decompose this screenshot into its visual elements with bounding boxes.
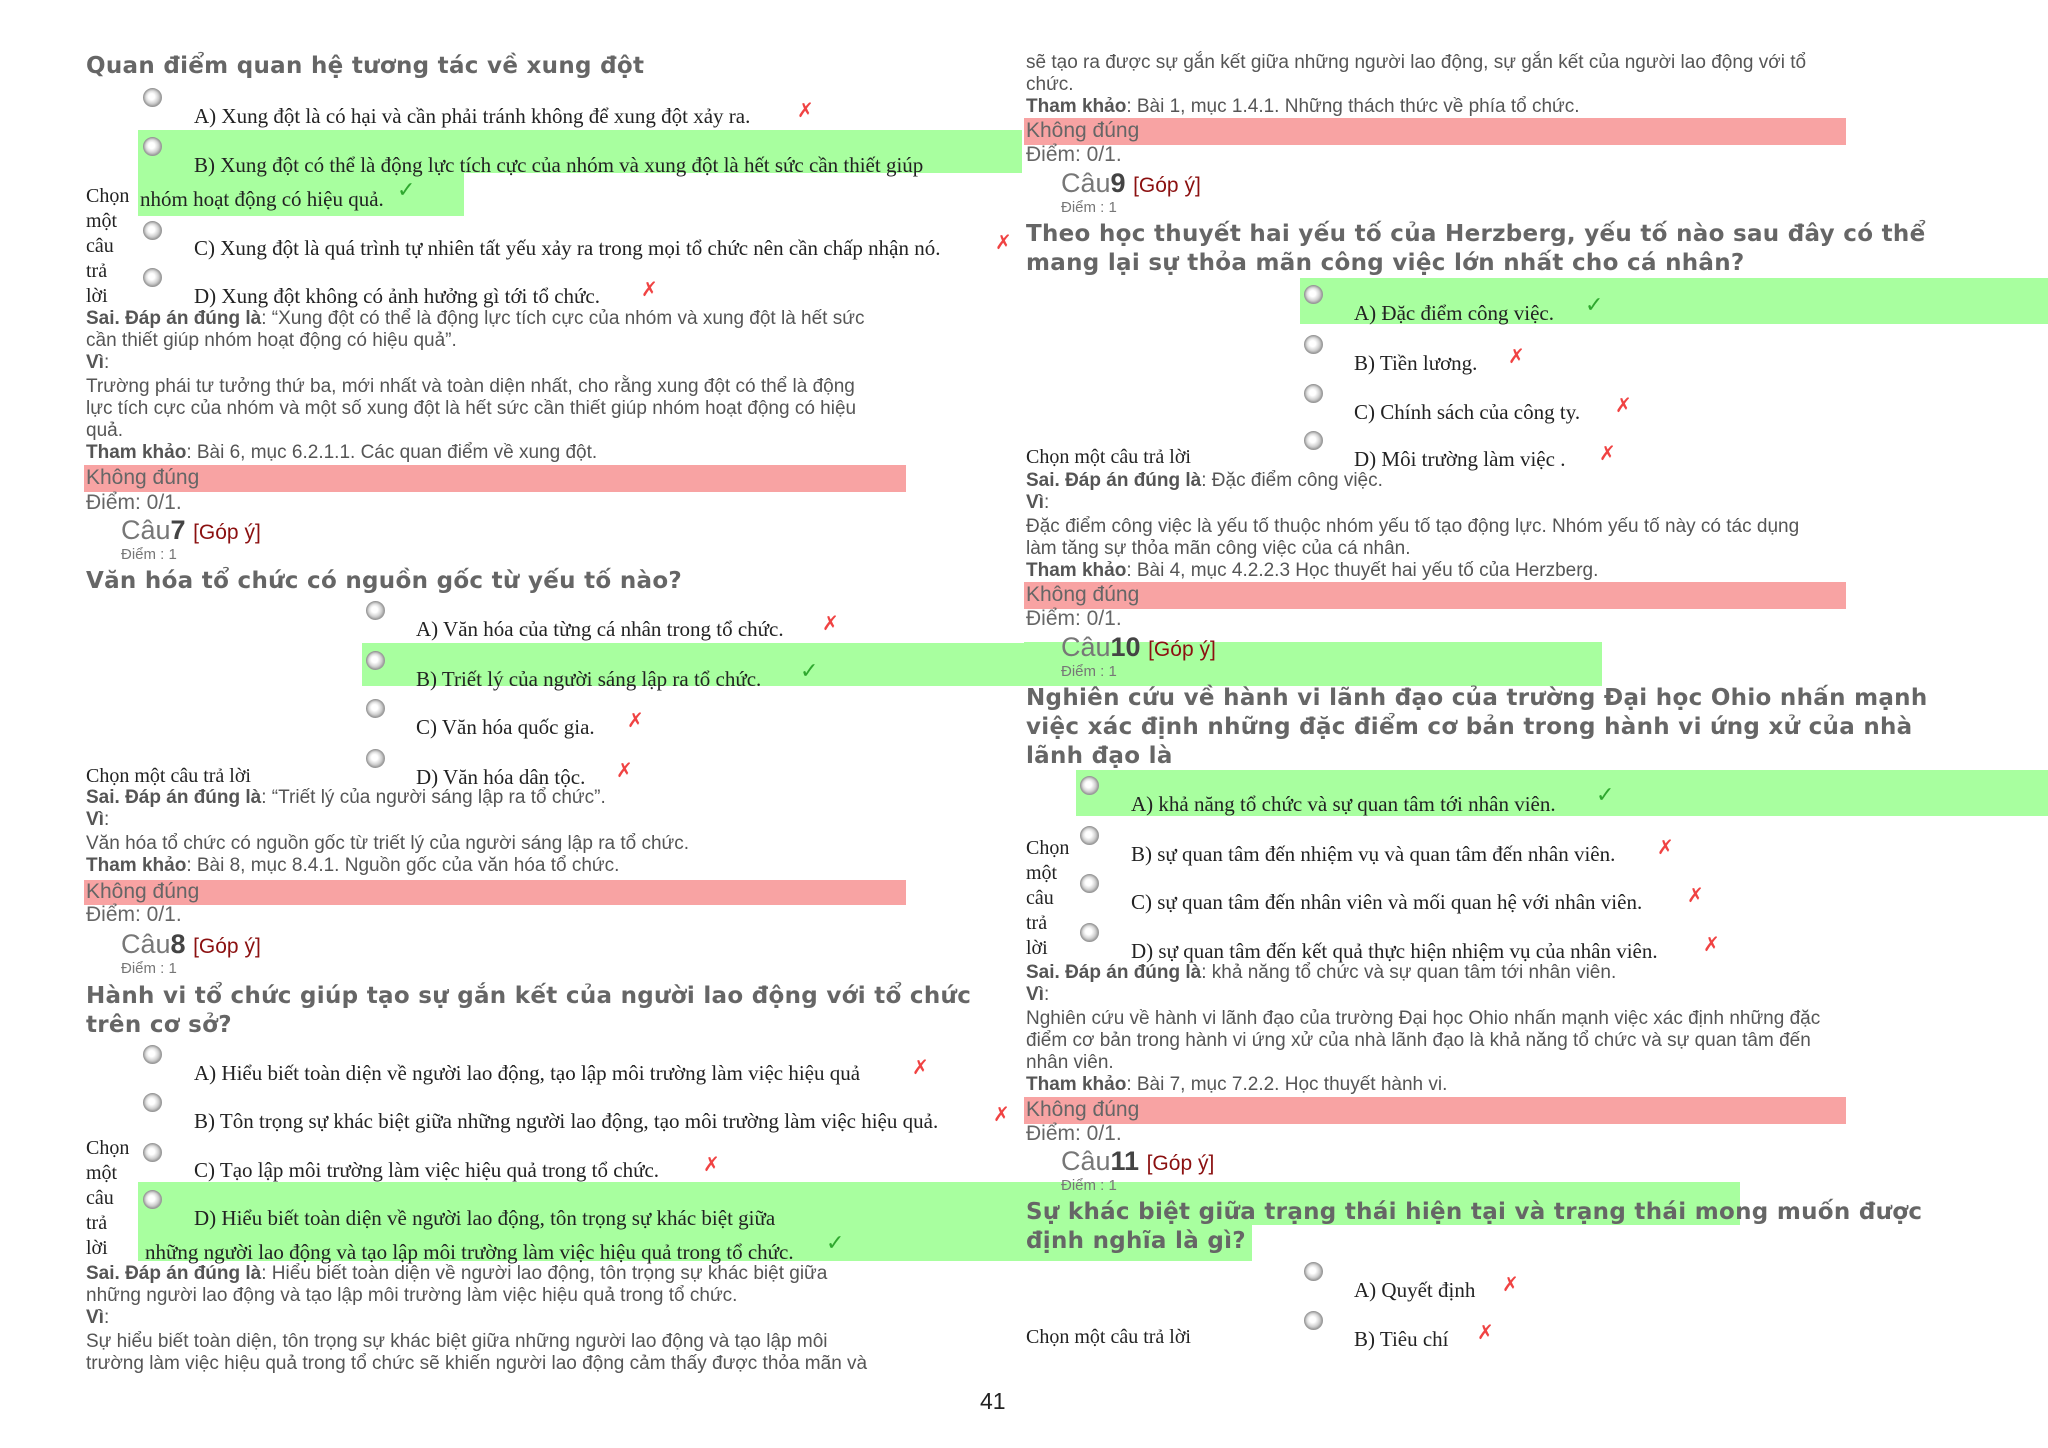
q6-option-c-radio[interactable] xyxy=(143,221,162,240)
wrong-mark-icon: ✗ xyxy=(797,98,814,122)
q10-status-bar xyxy=(1024,1097,1846,1124)
q7-option-b-radio[interactable] xyxy=(366,651,385,670)
q10-feedback: Sai. Đáp án đúng là: khả năng tổ chức và sự quan tâm tới nhân viên. Vì: Nghiên cứu về hành vi lãnh đạo của trường Đại học Ohio nhấn mạnh việc xác định những đặc điểm cơ bản trong hành vi ứng xử của nhà lãnh đạo là khả năng tổ chức và sự quan tâm đến nhân viên. Tham khảo: Bài 7, mục 7.2.2. Học thuyết hành vi. xyxy=(1026,962,1821,1095)
q8-option-b-radio[interactable] xyxy=(143,1093,162,1112)
q10-option-d-label: D) sự quan tâm đến kết quả thực hiện nhiệm vụ của nhân viên. xyxy=(1131,939,1658,963)
q11-points: Điểm : 1 xyxy=(1061,1177,1117,1194)
q8-option-d-label-line2: những người lao động và tạo lập môi trường làm việc hiệu quả trong tổ chức. xyxy=(145,1240,794,1264)
wrong-mark-icon: ✗ xyxy=(641,277,658,301)
q7-option-b-label: B) Triết lý của người sáng lập ra tổ chức. xyxy=(416,667,762,691)
q10-score: Điểm: 0/1. xyxy=(1026,1122,1122,1145)
q6-status-bar xyxy=(84,465,906,492)
q6-option-a-label: A) Xung đột là có hại và cần phải tránh không để xung đột xảy ra. xyxy=(194,104,751,128)
q7-score: Điểm: 0/1. xyxy=(86,903,182,926)
q9-status: Không đúng xyxy=(1026,583,1140,606)
wrong-mark-icon: ✗ xyxy=(627,708,644,732)
q8-feedback-link[interactable]: [Góp ý] xyxy=(193,935,261,958)
q9-option-c-radio[interactable] xyxy=(1304,384,1323,403)
question-8-number: Câu8 [Góp ý] xyxy=(121,929,261,959)
q7-feedback: Sai. Đáp án đúng là: “Triết lý của người sáng lập ra tổ chức”. Vì: Văn hóa tổ chức có nguồn gốc từ triết lý của người sáng lập ra tổ chức. Tham khảo: Bài 8, mục 8.4.1. Nguồn gốc của văn hóa tổ chức. xyxy=(86,787,690,876)
wrong-mark-icon: ✗ xyxy=(993,1102,1010,1126)
q7-option-c-label: C) Văn hóa quốc gia. xyxy=(416,715,595,739)
wrong-mark-icon: ✗ xyxy=(1657,835,1674,859)
question-7-title: Văn hóa tổ chức có nguồn gốc từ yếu tố nào? xyxy=(86,568,683,594)
wrong-mark-icon: ✗ xyxy=(1502,1272,1519,1296)
q6-option-a-radio[interactable] xyxy=(143,88,162,107)
q8-feedback: Sai. Đáp án đúng là: Hiểu biết toàn diện về người lao động, tôn trọng sự khác biệt giữa những người lao động và tạo lập môi trường làm việc hiệu quả trong tổ chức. Vì: Sự hiểu biết toàn diện, tôn trọng sự khác biệt giữa những người lao động và tạo lập môi trường làm việc hiệu quả trong tổ chức sẽ khiến người lao động cảm thấy được thỏa mãn và xyxy=(86,1263,868,1374)
question-9-title: Theo học thuyết hai yếu tố của Herzberg, yếu tố nào sau đây có thể mang lại sự thỏa mãn công việc lớn nhất cho cá nhân? xyxy=(1026,221,1926,276)
question-11-number: Câu11 [Góp ý] xyxy=(1061,1146,1215,1176)
q8-status-bar xyxy=(1024,118,1846,145)
q9-feedback: Sai. Đáp án đúng là: Đặc điểm công việc. Vì: Đặc điểm công việc là yếu tố thuộc nhóm yếu tố tạo động lực. Nhóm yếu tố này có tác dụng làm tăng sự thỏa mãn công việc của cá nhân. Tham khảo: Bài 4, mục 4.2.2.3 Học thuyết hai yếu tố của Herzberg. xyxy=(1026,470,1800,581)
q8-option-b-label: B) Tôn trọng sự khác biệt giữa những người lao động, tạo môi trường làm việc hiệu quả. xyxy=(194,1109,939,1133)
wrong-mark-icon: ✗ xyxy=(703,1152,720,1176)
q9-choose-answer-label: Chọn một câu trả lời xyxy=(1026,446,1191,468)
q10-option-c-label: C) sự quan tâm đến nhân viên và mối quan hệ với nhân viên. xyxy=(1131,890,1643,914)
q9-points: Điểm : 1 xyxy=(1061,199,1117,216)
correct-mark-icon: ✓ xyxy=(397,178,416,203)
q11-feedback-link[interactable]: [Góp ý] xyxy=(1146,1152,1215,1175)
q6-feedback: Sai. Đáp án đúng là: “Xung đột có thể là động lực tích cực của nhóm và xung đột là hết sức cần thiết giúp nhóm hoạt động có hiệu quả”. Vì: Trường phái tư tưởng thứ ba, mới nhất và toàn diện nhất, cho rằng xung đột có thể là động lực tích cực của nhóm và một số xung đột là hết sức cần thiết giúp nhóm hoạt động có hiệu quả. Tham khảo: Bài 6, mục 6.2.1.1. Các quan điểm về xung đột. xyxy=(86,308,865,463)
q11-option-b-label: B) Tiêu chí xyxy=(1354,1327,1449,1351)
q7-points: Điểm : 1 xyxy=(121,546,177,563)
q10-option-c-radio[interactable] xyxy=(1080,874,1099,893)
q10-points: Điểm : 1 xyxy=(1061,663,1117,680)
q8-feedback-continued: sẽ tạo ra được sự gắn kết giữa những người lao động, sự gắn kết của người lao động với tổ chức. Tham khảo: Bài 1, mục 1.4.1. Những thách thức về phía tổ chức. xyxy=(1026,52,1807,117)
q8-score: Điểm: 0/1. xyxy=(1026,143,1122,166)
q10-option-b-label: B) sự quan tâm đến nhiệm vụ và quan tâm đến nhân viên. xyxy=(1131,842,1616,866)
q11-option-b-radio[interactable] xyxy=(1304,1311,1323,1330)
q9-option-a-label: A) Đặc điểm công việc. xyxy=(1354,301,1555,325)
q7-option-c-radio[interactable] xyxy=(366,699,385,718)
q6-option-b-label-line2: nhóm hoạt động có hiệu quả. xyxy=(140,187,384,211)
q11-option-a-radio[interactable] xyxy=(1304,1262,1323,1281)
q6-option-c-label: C) Xung đột là quá trình tự nhiên tất yếu xảy ra trong mọi tổ chức nên cần chấp nhận nó. xyxy=(194,236,941,260)
q6-option-b-label: B) Xung đột có thể là động lực tích cực của nhóm và xung đột là hết sức cần thiết giúp xyxy=(194,153,924,177)
wrong-mark-icon: ✗ xyxy=(1703,932,1720,956)
q7-status: Không đúng xyxy=(86,880,200,903)
q8-option-d-radio[interactable] xyxy=(143,1190,162,1209)
q8-choose-answer-label: Chọn một câu trả lời xyxy=(86,1137,130,1259)
q10-choose-answer-label: Chọn một câu trả lời xyxy=(1026,837,1070,959)
question-11-title: Sự khác biệt giữa trạng thái hiện tại và trạng thái mong muốn được định nghĩa là gì? xyxy=(1026,1199,1923,1254)
q9-feedback-link[interactable]: [Góp ý] xyxy=(1133,174,1201,197)
question-6-title: Quan điểm quan hệ tương tác về xung đột xyxy=(86,53,645,79)
q9-option-d-radio[interactable] xyxy=(1304,431,1323,450)
page-number: 41 xyxy=(980,1388,1006,1414)
q7-option-d-radio[interactable] xyxy=(366,749,385,768)
q7-choose-answer-label: Chọn một câu trả lời xyxy=(86,765,251,787)
question-8-title: Hành vi tổ chức giúp tạo sự gắn kết của người lao động với tổ chức trên cơ sở? xyxy=(86,983,972,1038)
q6-option-b-radio[interactable] xyxy=(143,137,162,156)
q8-points: Điểm : 1 xyxy=(121,960,177,977)
q10-option-d-radio[interactable] xyxy=(1080,923,1099,942)
q7-status-bar xyxy=(84,880,906,905)
q10-option-a-label: A) khả năng tổ chức và sự quan tâm tới nhân viên. xyxy=(1131,792,1556,816)
wrong-mark-icon: ✗ xyxy=(1599,441,1616,465)
wrong-mark-icon: ✗ xyxy=(912,1055,929,1079)
wrong-mark-icon: ✗ xyxy=(1508,344,1525,368)
wrong-mark-icon: ✗ xyxy=(1615,393,1632,417)
wrong-mark-icon: ✗ xyxy=(1687,883,1704,907)
q8-status: Không đúng xyxy=(1026,119,1140,142)
q10-option-a-radio[interactable] xyxy=(1080,776,1099,795)
q10-feedback-link[interactable]: [Góp ý] xyxy=(1148,638,1216,661)
q6-option-d-radio[interactable] xyxy=(143,268,162,287)
q8-option-a-radio[interactable] xyxy=(143,1045,162,1064)
q9-option-a-radio[interactable] xyxy=(1304,285,1323,304)
wrong-mark-icon: ✗ xyxy=(995,230,1012,254)
question-7-number: Câu7 [Góp ý] xyxy=(121,515,261,545)
q8-option-a-label: A) Hiểu biết toàn diện về người lao động, tạo lập môi trường làm việc hiệu quả xyxy=(194,1061,861,1085)
correct-mark-icon: ✓ xyxy=(826,1231,845,1256)
q8-option-c-label: C) Tạo lập môi trường làm việc hiệu quả trong tổ chức. xyxy=(194,1158,660,1182)
q11-choose-answer-label: Chọn một câu trả lời xyxy=(1026,1326,1191,1348)
wrong-mark-icon: ✗ xyxy=(822,611,839,635)
q10-status: Không đúng xyxy=(1026,1098,1140,1121)
q10-option-b-radio[interactable] xyxy=(1080,826,1099,845)
q6-option-d-label: D) Xung đột không có ảnh hưởng gì tới tổ chức. xyxy=(194,284,601,308)
q6-choose-answer-label: Chọn một câu trả lời xyxy=(86,185,130,307)
question-10-number: Câu10 [Góp ý] xyxy=(1061,632,1216,662)
q9-score: Điểm: 0/1. xyxy=(1026,607,1122,630)
q6-score: Điểm: 0/1. xyxy=(86,491,182,514)
wrong-mark-icon: ✗ xyxy=(1477,1320,1494,1344)
question-9-number: Câu9 [Góp ý] xyxy=(1061,168,1201,198)
question-10-title: Nghiên cứu về hành vi lãnh đạo của trường Đại học Ohio nhấn mạnh việc xác định những đặc điểm cơ bản trong hành vi ứng xử của nhà lãnh đạo là xyxy=(1026,685,1928,769)
q7-option-a-radio[interactable] xyxy=(366,601,385,620)
q11-option-a-label: A) Quyết định xyxy=(1354,1278,1476,1302)
q9-option-d-label: D) Môi trường làm việc . xyxy=(1354,447,1566,471)
correct-mark-icon: ✓ xyxy=(1596,783,1615,808)
q9-option-c-label: C) Chính sách của công ty. xyxy=(1354,400,1581,424)
q6-status: Không đúng xyxy=(86,466,200,489)
q9-option-b-label: B) Tiền lương. xyxy=(1354,351,1478,375)
q9-status-bar xyxy=(1024,582,1846,609)
q7-option-d-label: D) Văn hóa dân tộc. xyxy=(416,765,586,789)
correct-mark-icon: ✓ xyxy=(1585,293,1604,318)
q9-option-b-radio[interactable] xyxy=(1304,335,1323,354)
q7-feedback-link[interactable]: [Góp ý] xyxy=(193,521,261,544)
wrong-mark-icon: ✗ xyxy=(616,758,633,782)
correct-mark-icon: ✓ xyxy=(800,659,819,684)
q8-option-d-label: D) Hiểu biết toàn diện về người lao động, tôn trọng sự khác biệt giữa xyxy=(194,1206,776,1230)
q7-option-a-label: A) Văn hóa của từng cá nhân trong tổ chức. xyxy=(416,617,784,641)
